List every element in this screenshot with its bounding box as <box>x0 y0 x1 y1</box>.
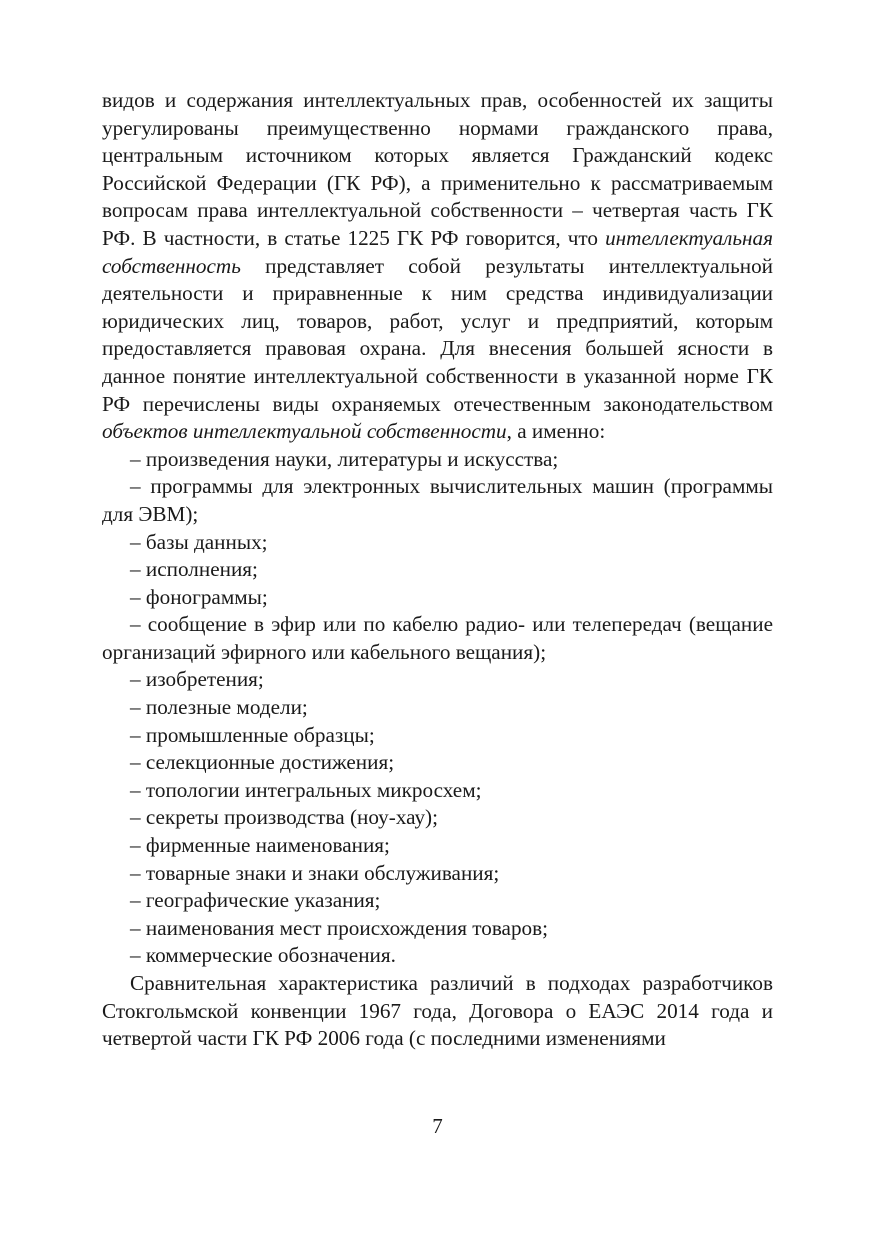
list-item: – топологии интегральных микросхем; <box>130 777 482 802</box>
paragraph-text: представляет собой результаты интеллектуальной деятельности и приравненные к ним средства индивидуализации юридических лиц, товаров, работ, услуг и предприятий, которым предоставляется правовая охрана. Для внесения большей ясности в данное понятие интеллектуальной собственности в указанной норме ГК РФ перечислены виды охраняемых отечественным законодательством <box>102 253 773 416</box>
list-item: – базы данных; <box>130 529 268 554</box>
list-item: – фонограммы; <box>130 584 268 609</box>
list-item: – товарные знаки и знаки обслуживания; <box>130 860 500 885</box>
paragraph-comparison: Сравнительная характеристика различий в подходах разработчиков Стокгольмской конвенции 1967 года, Договора о ЕАЭС 2014 года и четвертой части ГК РФ 2006 года (с последними изменениями <box>102 971 773 1051</box>
list-item: – сообщение в эфир или по кабелю радио- или телепередач (вещание организаций эфирного или кабельного вещания); <box>102 612 773 664</box>
term-ip-objects: объектов интеллектуальной собственности <box>102 419 507 444</box>
paragraph-text: , а именно: <box>506 419 606 444</box>
list-item: – секреты производства (ноу-хау); <box>130 805 438 830</box>
list-item: – изобретения; <box>130 667 264 692</box>
list-item: – селекционные достижения; <box>130 750 395 775</box>
list-item: – промышленные образцы; <box>130 722 375 747</box>
ip-objects-list <box>102 446 773 970</box>
list-item: – коммерческие обозначения. <box>130 943 396 968</box>
document-page <box>102 87 773 1053</box>
list-item: – наименования мест происхождения товаров; <box>130 915 549 940</box>
list-item: – программы для электронных вычислительных машин (программы для ЭВМ); <box>102 474 773 526</box>
term-intellectual-property: интеллектуальная собственность <box>102 225 773 278</box>
list-item: – произведения науки, литературы и искусства; <box>130 446 559 471</box>
paragraph-text: видов и содержания интеллектуальных прав, особенностей их защиты урегулированы преимущественно нормами гражданского права, центральным источником которых является Гражданский кодекс Российской Федерации (ГК РФ), а применительно к рассматриваемым вопросам права интеллектуальной собственности – четвертая часть ГК РФ. В частности, в статье 1225 ГК РФ говорится, что <box>102 88 773 250</box>
list-item: – исполнения; <box>130 557 258 582</box>
list-item: – географические указания; <box>130 888 381 913</box>
paragraph-intellectual-property <box>102 87 773 446</box>
page-number: 7 <box>432 1114 443 1138</box>
list-item: – фирменные наименования; <box>130 833 390 858</box>
list-item: – полезные модели; <box>130 695 308 720</box>
